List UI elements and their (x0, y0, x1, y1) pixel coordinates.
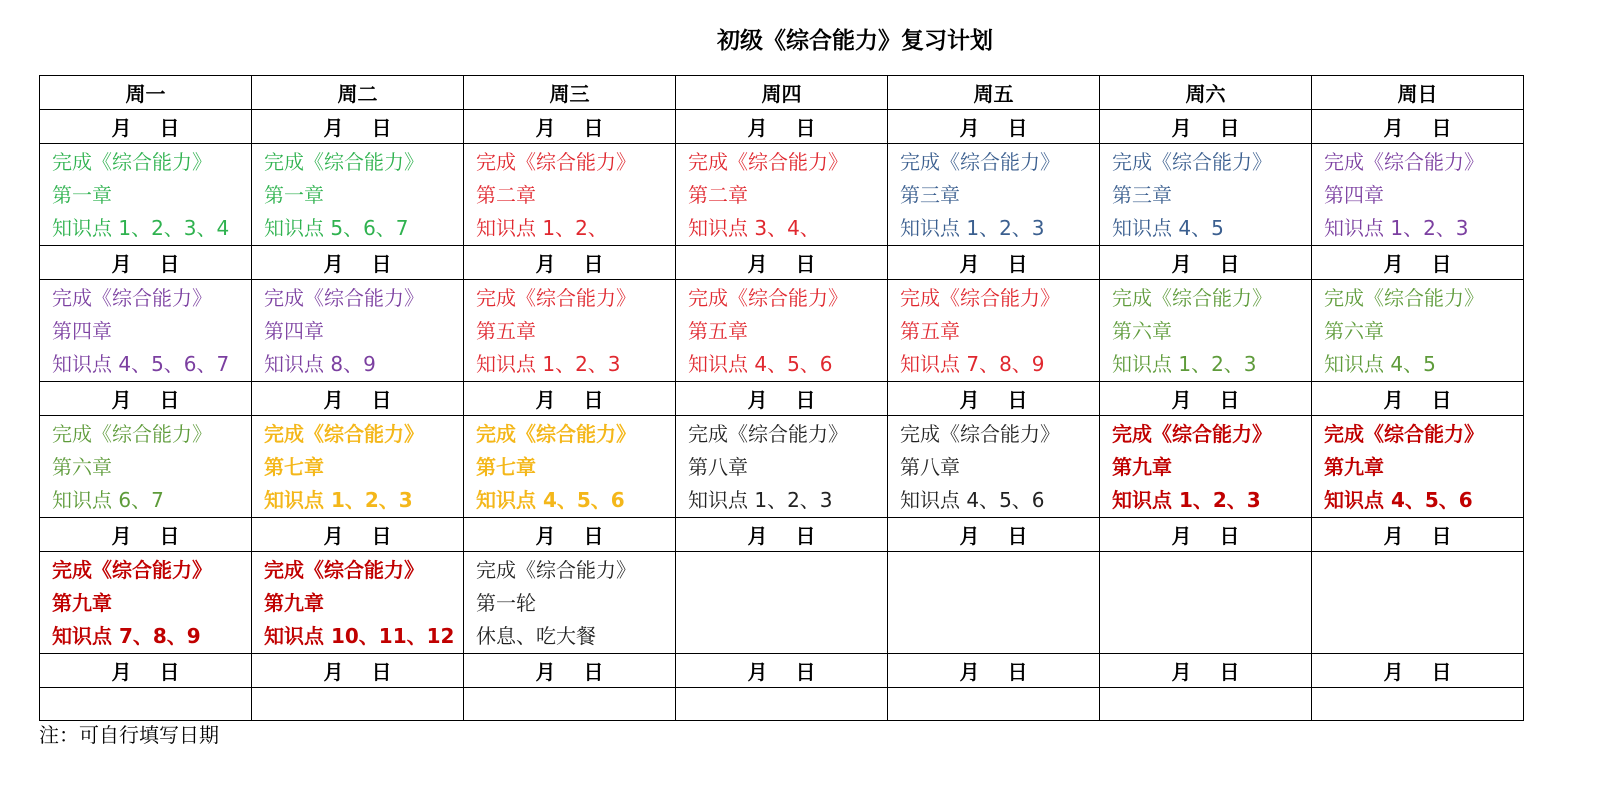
empty-cell[interactable] (40, 688, 252, 721)
date-cell[interactable] (464, 246, 676, 280)
date-cell[interactable] (888, 654, 1100, 688)
task-line: 完成《综合能力》 (1112, 150, 1272, 174)
plan-text (888, 144, 1099, 245)
day-label: 日 (795, 388, 816, 412)
plan-text (1100, 416, 1311, 517)
month-label: 月 (1171, 524, 1192, 548)
plan-cell[interactable] (252, 416, 464, 518)
date-row (40, 110, 1524, 144)
task-line (688, 554, 887, 587)
plan-text (1312, 280, 1523, 381)
date-cell[interactable] (888, 382, 1100, 416)
chapter-line: 第四章 (264, 319, 324, 343)
task-line: 完成《综合能力》 (476, 286, 636, 310)
task-line: 完成《综合能力》 (1324, 422, 1484, 446)
plan-cell[interactable] (464, 144, 676, 246)
chapter-line (900, 587, 1099, 620)
chapter-line (1324, 587, 1523, 620)
month-label: 月 (1383, 388, 1404, 412)
plan-text (1100, 280, 1311, 381)
task-line: 完成《综合能力》 (52, 286, 212, 310)
day-label: 日 (159, 116, 180, 140)
empty-cell[interactable] (676, 688, 888, 721)
day-label: 日 (583, 660, 604, 684)
month-label: 月 (747, 252, 768, 276)
plan-text (464, 280, 675, 381)
points-line (900, 620, 1099, 653)
chapter-line: 第一轮 (476, 591, 536, 615)
plan-text (676, 280, 887, 381)
date-row (40, 654, 1524, 688)
day-label: 日 (795, 252, 816, 276)
chapter-line: 第九章 (264, 591, 324, 615)
month-label: 月 (535, 388, 556, 412)
day-label: 日 (159, 388, 180, 412)
weekday-header: 周四 (676, 76, 888, 110)
points-line: 知识点 5、6、7 (264, 216, 409, 240)
points-line: 知识点 7、8、9 (52, 624, 201, 648)
plan-cell[interactable] (1312, 416, 1524, 518)
weekday-header: 周六 (1100, 76, 1312, 110)
month-label: 月 (1383, 252, 1404, 276)
day-label: 日 (1007, 660, 1028, 684)
month-label: 月 (959, 116, 980, 140)
plan-cell[interactable] (676, 416, 888, 518)
points-line: 知识点 4、5 (1324, 352, 1436, 376)
task-line: 完成《综合能力》 (52, 150, 212, 174)
month-label: 月 (323, 252, 344, 276)
month-label: 月 (111, 524, 132, 548)
plan-text (40, 144, 251, 245)
day-label: 日 (1007, 252, 1028, 276)
date-cell[interactable] (1312, 246, 1524, 280)
date-row (40, 246, 1524, 280)
month-label: 月 (535, 252, 556, 276)
date-row (40, 382, 1524, 416)
date-cell[interactable] (676, 518, 888, 552)
month-label: 月 (323, 388, 344, 412)
task-line: 完成《综合能力》 (264, 558, 424, 582)
month-label: 月 (1383, 524, 1404, 548)
plan-text (1312, 144, 1523, 245)
date-cell[interactable] (40, 382, 252, 416)
plan-text (888, 552, 1099, 653)
day-label: 日 (1007, 524, 1028, 548)
month-label: 月 (1383, 116, 1404, 140)
plan-cell[interactable] (1100, 416, 1312, 518)
points-line: 知识点 4、5、6 (476, 488, 625, 512)
points-line: 知识点 1、2、3 (1112, 488, 1261, 512)
points-line (1324, 620, 1523, 653)
month-label: 月 (747, 116, 768, 140)
month-label: 月 (1171, 660, 1192, 684)
plan-text (1100, 552, 1311, 653)
chapter-line: 第六章 (1324, 319, 1384, 343)
month-label: 月 (111, 116, 132, 140)
chapter-line: 第五章 (688, 319, 748, 343)
day-label: 日 (795, 660, 816, 684)
plan-text (464, 552, 675, 653)
day-label: 日 (371, 252, 392, 276)
month-label: 月 (959, 388, 980, 412)
plan-text (40, 416, 251, 517)
day-label: 日 (1007, 388, 1028, 412)
empty-row (40, 688, 1524, 721)
weekday-header: 周三 (464, 76, 676, 110)
date-cell[interactable] (252, 382, 464, 416)
date-cell[interactable] (252, 246, 464, 280)
plan-cell[interactable] (40, 416, 252, 518)
empty-cell[interactable] (252, 688, 464, 721)
date-cell[interactable] (464, 654, 676, 688)
month-label: 月 (959, 524, 980, 548)
points-line: 知识点 1、2、3 (900, 216, 1045, 240)
plan-row (40, 416, 1524, 518)
day-label: 日 (583, 388, 604, 412)
plan-cell[interactable] (1100, 280, 1312, 382)
day-label: 日 (371, 660, 392, 684)
task-line: 完成《综合能力》 (1324, 150, 1484, 174)
task-line (900, 554, 1099, 587)
plan-cell[interactable] (40, 144, 252, 246)
date-cell[interactable] (1312, 654, 1524, 688)
date-cell[interactable] (464, 382, 676, 416)
empty-cell[interactable] (464, 688, 676, 721)
date-cell[interactable] (676, 382, 888, 416)
points-line: 知识点 10、11、12 (264, 624, 455, 648)
date-cell[interactable] (464, 110, 676, 144)
task-line: 完成《综合能力》 (900, 150, 1060, 174)
chapter-line: 第六章 (1112, 319, 1172, 343)
month-label: 月 (323, 660, 344, 684)
month-label: 月 (111, 660, 132, 684)
plan-cell[interactable] (676, 280, 888, 382)
plan-cell[interactable] (464, 416, 676, 518)
plan-cell[interactable] (40, 552, 252, 654)
points-line: 知识点 6、7 (52, 488, 164, 512)
plan-cell[interactable] (464, 552, 676, 654)
date-cell[interactable] (40, 110, 252, 144)
chapter-line: 第七章 (264, 455, 324, 479)
plan-cell[interactable] (1312, 552, 1524, 654)
points-line: 知识点 7、8、9 (900, 352, 1045, 376)
date-cell[interactable] (1100, 382, 1312, 416)
day-label: 日 (371, 388, 392, 412)
month-label: 月 (323, 116, 344, 140)
day-label: 日 (583, 524, 604, 548)
date-cell[interactable] (888, 110, 1100, 144)
month-label: 月 (535, 524, 556, 548)
points-line (688, 620, 887, 653)
task-line: 完成《综合能力》 (1112, 422, 1272, 446)
month-label: 月 (111, 252, 132, 276)
task-line: 完成《综合能力》 (476, 422, 636, 446)
month-label: 月 (535, 660, 556, 684)
task-line (1324, 554, 1523, 587)
month-label: 月 (747, 524, 768, 548)
day-label: 日 (159, 524, 180, 548)
plan-cell[interactable] (464, 280, 676, 382)
day-label: 日 (371, 116, 392, 140)
date-cell[interactable] (676, 246, 888, 280)
plan-text (888, 280, 1099, 381)
day-label: 日 (1431, 524, 1452, 548)
chapter-line: 第二章 (688, 183, 748, 207)
chapter-line: 第六章 (52, 455, 112, 479)
task-line: 完成《综合能力》 (1324, 286, 1484, 310)
chapter-line: 第五章 (476, 319, 536, 343)
weekday-header: 周二 (252, 76, 464, 110)
plan-cell[interactable] (888, 416, 1100, 518)
plan-text (1312, 416, 1523, 517)
month-label: 月 (959, 660, 980, 684)
day-label: 日 (795, 524, 816, 548)
task-line: 完成《综合能力》 (476, 150, 636, 174)
plan-row (40, 280, 1524, 382)
month-label: 月 (747, 388, 768, 412)
day-label: 日 (159, 252, 180, 276)
plan-cell[interactable] (1312, 144, 1524, 246)
date-cell[interactable] (888, 518, 1100, 552)
empty-cell[interactable] (1100, 688, 1312, 721)
day-label: 日 (1431, 660, 1452, 684)
date-cell[interactable] (1312, 110, 1524, 144)
weekday-header: 周五 (888, 76, 1100, 110)
plan-text (1312, 552, 1523, 653)
plan-cell[interactable] (40, 280, 252, 382)
plan-cell[interactable] (1100, 144, 1312, 246)
day-label: 日 (159, 660, 180, 684)
date-cell[interactable] (1312, 382, 1524, 416)
date-cell[interactable] (40, 654, 252, 688)
chapter-line: 第三章 (900, 183, 960, 207)
date-cell[interactable] (252, 518, 464, 552)
task-line: 完成《综合能力》 (52, 558, 212, 582)
chapter-line: 第二章 (476, 183, 536, 207)
chapter-line (688, 587, 887, 620)
chapter-line: 第三章 (1112, 183, 1172, 207)
day-label: 日 (1219, 660, 1240, 684)
weekday-header: 周日 (1312, 76, 1524, 110)
chapter-line: 第四章 (52, 319, 112, 343)
plan-text (464, 416, 675, 517)
points-line: 知识点 1、2、3 (476, 352, 621, 376)
plan-text (676, 144, 887, 245)
points-line: 知识点 1、2、3 (688, 488, 833, 512)
plan-cell[interactable] (1100, 552, 1312, 654)
day-label: 日 (1431, 388, 1452, 412)
task-line: 完成《综合能力》 (688, 150, 848, 174)
points-line: 知识点 1、2、3、4 (52, 216, 230, 240)
plan-row (40, 144, 1524, 246)
date-cell[interactable] (252, 654, 464, 688)
plan-cell[interactable] (252, 144, 464, 246)
points-line: 知识点 1、2、 (476, 216, 608, 240)
points-line: 知识点 1、2、3 (264, 488, 413, 512)
date-cell[interactable] (1100, 110, 1312, 144)
points-line: 知识点 4、5、6 (900, 488, 1045, 512)
date-cell[interactable] (888, 246, 1100, 280)
chapter-line: 第一章 (52, 183, 112, 207)
plan-cell[interactable] (252, 280, 464, 382)
chapter-line: 第四章 (1324, 183, 1384, 207)
task-line (1112, 554, 1311, 587)
plan-cell[interactable] (888, 144, 1100, 246)
day-label: 日 (1219, 252, 1240, 276)
date-cell[interactable] (676, 654, 888, 688)
date-cell[interactable] (1100, 518, 1312, 552)
points-line: 知识点 4、5、6 (688, 352, 833, 376)
plan-text (676, 416, 887, 517)
task-line: 完成《综合能力》 (688, 286, 848, 310)
month-label: 月 (1171, 388, 1192, 412)
points-line: 知识点 1、2、3 (1324, 216, 1469, 240)
plan-cell[interactable] (1312, 280, 1524, 382)
plan-text (676, 552, 887, 653)
month-label: 月 (323, 524, 344, 548)
month-label: 月 (1383, 660, 1404, 684)
plan-text (464, 144, 675, 245)
plan-text (252, 280, 463, 381)
plan-text (252, 552, 463, 653)
date-cell[interactable] (252, 110, 464, 144)
day-label: 日 (1007, 116, 1028, 140)
date-cell[interactable] (40, 246, 252, 280)
points-line: 知识点 1、2、3 (1112, 352, 1257, 376)
date-row (40, 518, 1524, 552)
day-label: 日 (1431, 116, 1452, 140)
day-label: 日 (1219, 388, 1240, 412)
plan-cell[interactable] (888, 280, 1100, 382)
chapter-line (1112, 587, 1311, 620)
task-line: 完成《综合能力》 (900, 286, 1060, 310)
day-label: 日 (371, 524, 392, 548)
day-label: 日 (1219, 116, 1240, 140)
plan-cell[interactable] (676, 144, 888, 246)
page-title: 初级《综合能力》复习计划 (717, 28, 993, 54)
plan-text (40, 280, 251, 381)
points-line: 知识点 8、9 (264, 352, 376, 376)
task-line: 完成《综合能力》 (52, 422, 212, 446)
day-label: 日 (583, 116, 604, 140)
task-line: 完成《综合能力》 (264, 422, 424, 446)
points-line: 知识点 4、5 (1112, 216, 1224, 240)
plan-row (40, 552, 1524, 654)
chapter-line: 第九章 (52, 591, 112, 615)
chapter-line: 第八章 (688, 455, 748, 479)
points-line: 休息、吃大餐 (476, 624, 596, 648)
plan-cell[interactable] (888, 552, 1100, 654)
day-label: 日 (1219, 524, 1240, 548)
points-line: 知识点 4、5、6、7 (52, 352, 230, 376)
month-label: 月 (535, 116, 556, 140)
plan-text (888, 416, 1099, 517)
empty-cell[interactable] (1312, 688, 1524, 721)
month-label: 月 (959, 252, 980, 276)
weekday-header-row (40, 76, 1524, 110)
task-line: 完成《综合能力》 (900, 422, 1060, 446)
chapter-line: 第九章 (1112, 455, 1172, 479)
date-cell[interactable] (1100, 654, 1312, 688)
chapter-line: 第五章 (900, 319, 960, 343)
month-label: 月 (1171, 116, 1192, 140)
month-label: 月 (111, 388, 132, 412)
plan-cell[interactable] (676, 552, 888, 654)
task-line: 完成《综合能力》 (1112, 286, 1272, 310)
chapter-line: 第八章 (900, 455, 960, 479)
plan-cell[interactable] (252, 552, 464, 654)
plan-text (1100, 144, 1311, 245)
points-line: 知识点 3、4、 (688, 216, 820, 240)
plan-text (252, 144, 463, 245)
task-line: 完成《综合能力》 (476, 558, 636, 582)
month-label: 月 (1171, 252, 1192, 276)
task-line: 完成《综合能力》 (264, 286, 424, 310)
chapter-line: 第七章 (476, 455, 536, 479)
points-line (1112, 620, 1311, 653)
chapter-line: 第九章 (1324, 455, 1384, 479)
month-label: 月 (747, 660, 768, 684)
date-cell[interactable] (464, 518, 676, 552)
date-cell[interactable] (676, 110, 888, 144)
date-cell[interactable] (1100, 246, 1312, 280)
chapter-line: 第一章 (264, 183, 324, 207)
schedule-table (39, 75, 1524, 721)
day-label: 日 (1431, 252, 1452, 276)
task-line: 完成《综合能力》 (264, 150, 424, 174)
points-line: 知识点 4、5、6 (1324, 488, 1473, 512)
date-cell[interactable] (1312, 518, 1524, 552)
task-line: 完成《综合能力》 (688, 422, 848, 446)
date-cell[interactable] (40, 518, 252, 552)
plan-text (252, 416, 463, 517)
plan-text (40, 552, 251, 653)
weekday-header: 周一 (40, 76, 252, 110)
footnote: 注：可自行填写日期 (39, 723, 219, 747)
day-label: 日 (795, 116, 816, 140)
empty-cell[interactable] (888, 688, 1100, 721)
day-label: 日 (583, 252, 604, 276)
